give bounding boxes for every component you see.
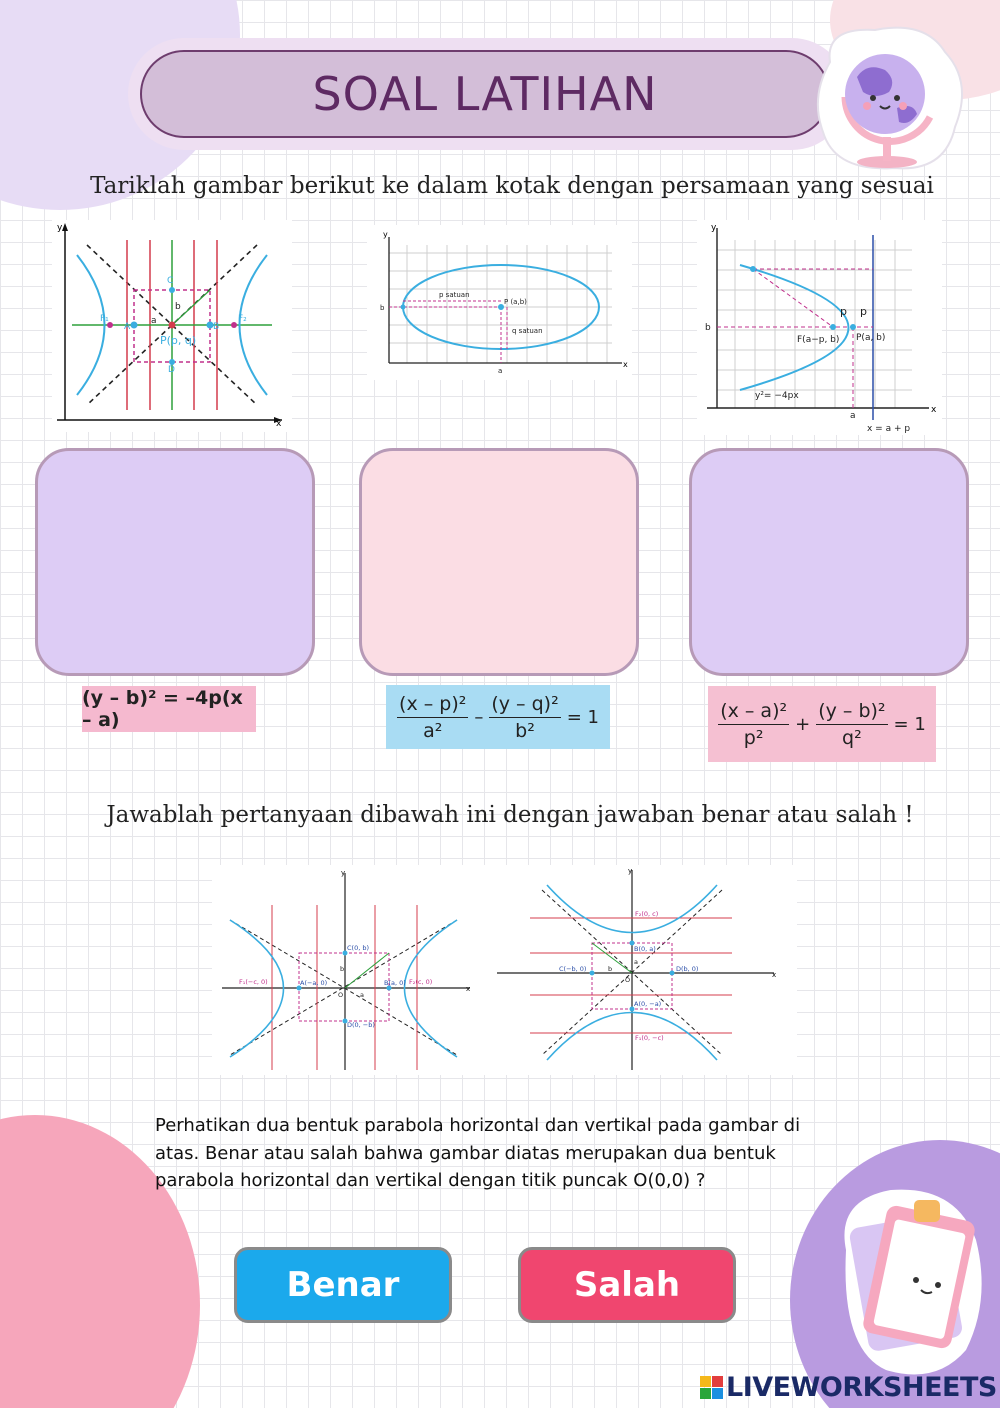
axis-y-label: y [711, 223, 717, 233]
label-a: A(0, −a) [634, 1000, 662, 1008]
equation-denominator: b² [515, 719, 535, 742]
axis-y-label: y [341, 869, 346, 877]
hyperbola-vertical-graph [497, 867, 776, 1070]
label-a-dist: a [634, 958, 638, 966]
label-a: A [124, 322, 131, 332]
label-a: a [850, 411, 856, 421]
label-b: b [705, 323, 711, 333]
brand-icon [700, 1376, 723, 1399]
label-f1: F₁ [100, 314, 109, 324]
label-d: D(0, −b) [347, 1021, 375, 1029]
ellipse-graph[interactable] [367, 225, 632, 380]
equation-numerator: (y – q)² [489, 693, 560, 718]
label-a: A(−a, 0) [300, 979, 328, 987]
drop-box-3[interactable] [689, 448, 969, 676]
axis-x-label: x [623, 360, 628, 369]
hyperbola-graph[interactable] [52, 220, 292, 432]
equation-denominator: p² [743, 726, 764, 749]
brand-text: LIVEWORKSHEETS [726, 1372, 997, 1403]
axis-x-label: x [276, 419, 282, 429]
equation-numerator: (x – p)² [397, 693, 468, 718]
equation-ellipse [708, 686, 936, 762]
label-p1: p [840, 305, 847, 318]
axis-y-label: y [57, 223, 63, 233]
label-center: P (a,b) [504, 298, 527, 306]
equation-text: (y – b)² = –4p(x – a) [82, 687, 243, 731]
label-q-satuan: q satuan [512, 327, 543, 335]
drop-box-1[interactable] [35, 448, 315, 676]
parabola-graph[interactable] [697, 220, 942, 435]
label-f2: F₂(c, 0) [409, 978, 433, 986]
page-title: SOAL LATIHAN [312, 67, 658, 121]
salah-button[interactable]: Salah [518, 1247, 736, 1323]
equation-operator: + [795, 713, 811, 735]
brand-logo [700, 1372, 997, 1403]
label-b-dist: b [340, 965, 345, 973]
label-b-dist: b [175, 302, 181, 312]
label-c: C(0, b) [347, 944, 370, 952]
label-c: C(−b, 0) [559, 965, 587, 973]
axis-x-label: x [931, 405, 937, 415]
label-p-satuan: p satuan [439, 291, 470, 299]
instruction-drag: Tariklah gambar berikut ke dalam kotak dengan persamaan yang sesuai [90, 173, 934, 199]
label-a: a [498, 367, 503, 375]
label-a-dist: a [151, 316, 157, 326]
label-d: D [168, 365, 175, 375]
label-b: B(0, a) [634, 945, 656, 953]
label-origin: O [338, 991, 344, 999]
label-f1: F₁(−c, 0) [239, 978, 268, 986]
equation-denominator: a² [423, 719, 443, 742]
label-b: B(a, 0) [384, 979, 406, 987]
globe-sticker-icon [805, 22, 970, 172]
label-b: b [380, 304, 385, 312]
equation-hyperbola [386, 685, 610, 749]
equation-rhs: = 1 [566, 706, 599, 728]
equation-parabola [82, 686, 256, 732]
title-banner [140, 50, 830, 138]
axis-y-label: y [628, 867, 633, 875]
label-origin: O [625, 976, 631, 984]
instruction-true-false: Jawablah pertanyaan dibawah ini dengan jawaban benar atau salah ! [106, 802, 914, 828]
label-c: C [167, 276, 174, 286]
equation-operator: – [474, 706, 484, 728]
benar-button[interactable]: Benar [234, 1247, 452, 1323]
label-f1: F₁(0, −c) [635, 1034, 664, 1042]
label-vertex: P(a, b) [856, 333, 886, 343]
label-center: P(p, q) [160, 334, 197, 347]
label-d: D(b, 0) [676, 965, 699, 973]
label-b-dist: b [608, 965, 613, 973]
label-p2: p [860, 305, 867, 318]
label-f2: F₂ [238, 314, 247, 324]
label-equation: y²= −4px [755, 391, 799, 401]
equation-numerator: (x – a)² [718, 700, 789, 725]
hyperbola-horizontal-graph [222, 869, 470, 1070]
label-directrix: x = a + p [867, 424, 911, 434]
equation-rhs: = 1 [893, 713, 926, 735]
label-a-dist: a [360, 991, 364, 999]
label-b: B [213, 322, 220, 332]
label-focus: F(a−p, b) [797, 335, 840, 345]
axis-x-label: x [466, 985, 471, 993]
label-f2: F₂(0, c) [635, 910, 659, 918]
axis-x-label: x [772, 971, 777, 979]
hyperbola-pair-figure [212, 865, 797, 1075]
equation-numerator: (y – b)² [816, 700, 887, 725]
drop-box-2[interactable] [359, 448, 639, 676]
question-text: Perhatikan dua bentuk parabola horizontal dan vertikal pada gambar di atas. Benar atau salah bahwa gambar diatas merupakan dua bentuk parabola horizontal dan vertikal dengan titik puncak O(0,0) ? [155, 1115, 801, 1191]
clipboard-sticker-icon [836, 1180, 986, 1380]
axis-y-label: y [383, 230, 388, 239]
equation-denominator: q² [842, 726, 862, 749]
